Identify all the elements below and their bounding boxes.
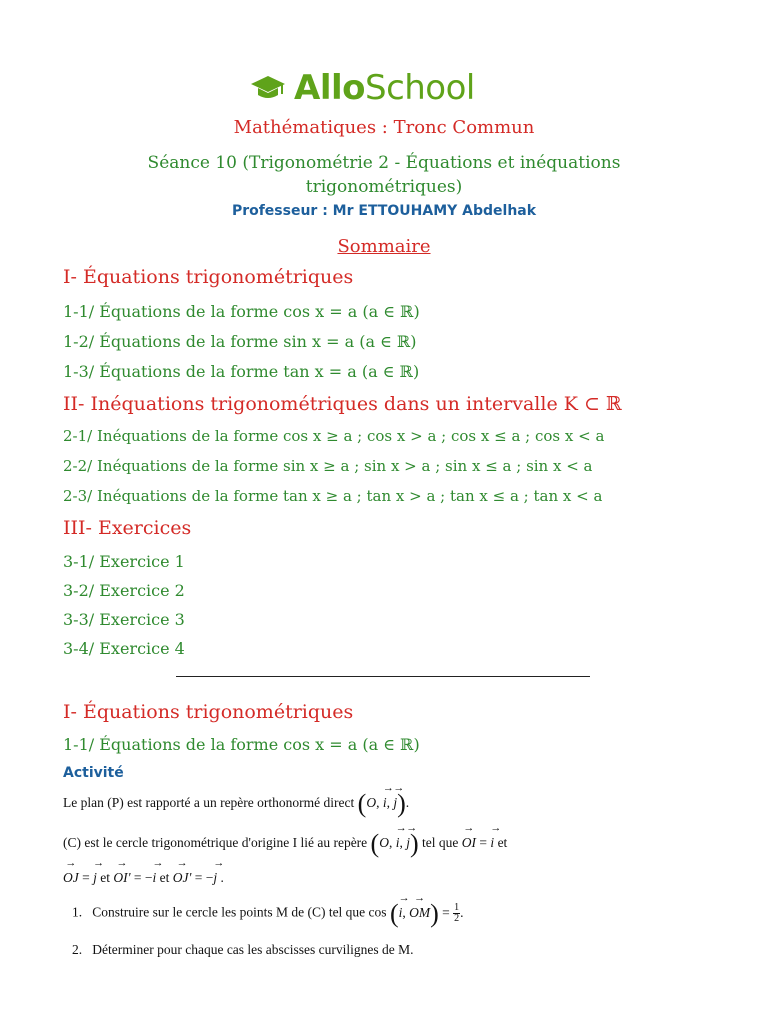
- summary-item-3-4[interactable]: 3-4/ Exercice 4: [63, 639, 185, 658]
- list-item-1-text: Construire sur le cercle les points M de (C) tel que cos: [92, 904, 387, 920]
- summary-item-2-3[interactable]: 2-3/ Inéquations de la forme tan x ≥ a ; tan x > a ; tan x ≤ a ; tan x < a: [63, 487, 603, 505]
- summary-item-2-2[interactable]: 2-2/ Inéquations de la forme sin x ≥ a ; sin x > a ; sin x ≤ a ; sin x < a: [63, 457, 593, 475]
- vector-equation-oi: → OI = → i: [462, 835, 494, 850]
- repere-formula: (O, → i, → j).: [358, 795, 410, 810]
- list-item-1-number: 1.: [72, 904, 83, 920]
- seance-title: [0, 151, 768, 199]
- graduation-cap-icon: [250, 73, 286, 103]
- alloschool-logo: [250, 62, 475, 114]
- paragraph-2-line2: → OJ = → j et → OI' = −→ i et → OJ' = −→ j .: [63, 870, 224, 886]
- paragraph-2: [63, 828, 508, 858]
- summary-item-1-2[interactable]: 1-2/ Équations de la forme sin x = a (a ∈ ℝ): [63, 332, 417, 351]
- summary-heading: Sommaire: [337, 236, 431, 257]
- activity-label: Activité: [63, 765, 124, 781]
- cos-formula: (→ i, → OM) = $\frac{1}{2}$ .: [390, 905, 464, 920]
- seance-title-line2: trigonométriques): [305, 177, 463, 197]
- summary-item-1-1[interactable]: 1-1/ Équations de la forme cos x = a (a ∈ ℝ): [63, 302, 420, 321]
- professor-name: Professeur : Mr ETTOUHAMY Abdelhak: [231, 203, 537, 219]
- list-item-2: [72, 942, 414, 958]
- paragraph-2-et: et: [497, 835, 508, 850]
- summary-item-1-3[interactable]: 1-3/ Équations de la forme tan x = a (a ∈ ℝ): [63, 362, 420, 381]
- list-item-2-number: 2.: [72, 942, 83, 957]
- summary-section-3[interactable]: III- Exercices: [63, 517, 192, 539]
- subsection-title: 1-1/ Équations de la forme cos x = a (a ∈ ℝ): [63, 735, 420, 754]
- paragraph-2-tail: tel que: [422, 835, 459, 850]
- repere-formula-2: (O, → i, → j): [371, 835, 419, 850]
- seance-title-line1: Séance 10 (Trigonométrie 2 - Équations et inéquations: [147, 153, 621, 173]
- paragraph-1-text: Le plan (P) est rapporté a un repère orthonormé direct: [63, 795, 355, 810]
- divider: [176, 676, 590, 677]
- paragraph-1: [63, 788, 410, 818]
- summary-item-3-1[interactable]: 3-1/ Exercice 1: [63, 552, 185, 571]
- summary-item-3-2[interactable]: 3-2/ Exercice 2: [63, 581, 185, 600]
- summary-item-3-3[interactable]: 3-3/ Exercice 3: [63, 610, 185, 629]
- list-item-1: [72, 898, 464, 928]
- logo-text: AlloSchool: [294, 68, 475, 108]
- course-title: Mathématiques : Tronc Commun: [233, 117, 535, 138]
- list-item-2-text: Déterminer pour chaque cas les abscisses curvilignes de M.: [92, 942, 414, 957]
- summary-section-1[interactable]: I- Équations trigonométriques: [63, 266, 354, 288]
- section-title: I- Équations trigonométriques: [63, 701, 354, 723]
- summary-section-2[interactable]: II- Inéquations trigonométriques dans un intervalle K ⊂ ℝ: [63, 393, 622, 415]
- summary-item-2-1[interactable]: 2-1/ Inéquations de la forme cos x ≥ a ; cos x > a ; cos x ≤ a ; cos x < a: [63, 427, 605, 445]
- paragraph-2-text: (C) est le cercle trigonométrique d'origine I lié au repère: [63, 835, 368, 850]
